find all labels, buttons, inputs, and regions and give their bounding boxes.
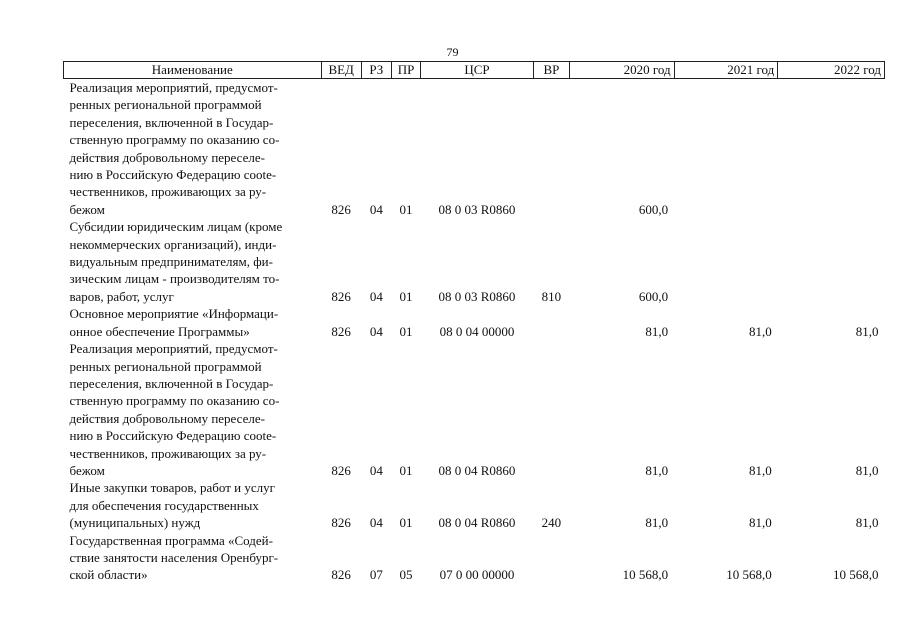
row-name: Субсидии юридическим лицам (кроме некоммерческих организаций), инди- видуальным предпринимателям, фи- зическим лицам - производителям то- варов, работ, услуг [69,219,283,304]
row-2020: 600,0 [638,201,669,217]
row-2022 [778,218,885,305]
row-2020: 10 568,0 [622,567,669,583]
row-vr [533,305,569,340]
row-2021 [674,79,778,219]
row-2022: 81,0 [855,462,879,478]
row-pr: 01 [399,323,413,339]
row-ved: 826 [331,567,351,583]
row-ved: 826 [331,462,351,478]
row-csr: 08 0 04 R0860 [438,462,516,478]
row-vr [533,532,569,584]
row-2021: 81,0 [749,323,772,339]
row-2022: 81,0 [855,515,879,531]
row-vr [533,340,569,479]
row-2020: 600,0 [638,288,669,304]
row-rz: 04 [369,323,383,339]
header-pr: ПР [391,62,420,79]
row-rz: 04 [369,515,383,531]
row-pr: 01 [399,201,413,217]
row-pr: 01 [399,288,413,304]
row-2022 [778,79,885,219]
header-2021: 2021 год [674,62,778,79]
header-rz: РЗ [361,62,391,79]
row-2021: 81,0 [749,515,772,531]
header-2022: 2022 год [778,62,885,79]
row-name: Государственная программа «Содей- ствие занятости населения Оренбург- ской области» [69,532,279,583]
row-2021: 81,0 [749,462,772,478]
row-csr: 07 0 00 00000 [439,567,515,583]
row-2020: 81,0 [645,462,669,478]
row-2020: 81,0 [645,323,669,339]
table-row [64,79,885,219]
table-row [64,218,885,305]
row-2022: 10 568,0 [833,567,879,583]
row-pr: 05 [399,567,413,583]
row-name: Реализация мероприятий, предусмот- ренных региональной программой переселения, включенной в Государ- ственную программу по оказанию со- действия добровольному переселе- нию в Российскую Федерацию соote- чественников, проживающих за ру- бежом [69,341,280,478]
row-vr: 240 [541,515,562,531]
header-csr: ЦСР [421,62,534,79]
row-csr: 08 0 04 R0860 [438,515,516,531]
row-name: Иные закупки товаров, работ и услуг для обеспечения государственных (муниципальных) нужд [69,480,275,531]
row-rz: 07 [369,567,383,583]
row-csr: 08 0 03 R0860 [438,288,516,304]
header-ved: ВЕД [321,62,361,79]
table-row [64,340,885,479]
header-name: Наименование [64,62,322,79]
page-number: 79 [446,45,459,59]
row-pr: 01 [399,462,413,478]
row-ved: 826 [331,515,351,531]
row-2021 [674,218,778,305]
table-row [64,479,885,531]
row-ved: 826 [331,288,351,304]
row-ved: 826 [331,201,351,217]
header-vr: ВР [533,62,569,79]
row-2021: 10 568,0 [726,567,772,583]
row-pr: 01 [399,515,413,531]
row-rz: 04 [369,201,383,217]
header-2020: 2020 год [570,62,675,79]
row-2022: 81,0 [855,323,879,339]
table-row [64,305,885,340]
row-vr: 810 [541,288,562,304]
row-rz: 04 [369,462,383,478]
budget-table [63,61,885,584]
row-ved: 826 [331,323,351,339]
row-name: Реализация мероприятий, предусмот- ренных региональной программой переселения, включенной в Государ- ственную программу по оказанию со- действия добровольному переселе- нию в Российскую Федерацию соote- чественников, проживающих за ру- бежом [69,80,280,217]
row-vr [533,79,569,219]
table-header-row [64,62,885,79]
table-row [64,532,885,584]
row-2020: 81,0 [645,515,669,531]
row-csr: 08 0 04 00000 [439,323,515,339]
row-csr: 08 0 03 R0860 [438,201,516,217]
row-name: Основное мероприятие «Информаци- онное обеспечение Программы» [69,306,279,339]
row-rz: 04 [369,288,383,304]
